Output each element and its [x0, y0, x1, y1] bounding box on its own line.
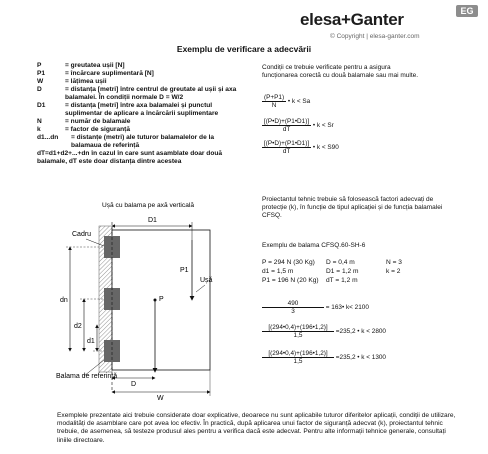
definition-item: W = lățimea ușii	[37, 78, 107, 85]
example-value: k = 2	[386, 268, 401, 275]
bottom-disclaimer: Exemplele prezentate aici trebuie considerate doar explicative, deoarece nu sunt aplicabile tuturor diferitelor aplicații, condiții de utilizare, modalități de asamblare care pot avea loc efectiv. În practică, după aplicarea unui factor de siguranță adecvat (k), proiectantul tehnic trebuie, de asemenea, să testeze produsul ales pentru a verifica dacă este adecvat. Pentru alte informații tehnice generale, consultați liniile directoare.	[57, 412, 456, 444]
label-W: W	[157, 395, 164, 402]
label-D1: D1	[148, 217, 157, 224]
definition-item: P1 = încărcare suplimentară [N]	[37, 70, 154, 77]
label-d2: d2	[74, 323, 82, 330]
label-P: P	[159, 296, 164, 303]
conditions-intro: Condiții ce trebuie verificate pentru a asigura funcționarea corectă cu două balamale sau mai multe.	[262, 64, 419, 79]
definition-item: dT=d1+d2+...+dn în cazul în care sunt asamblate doar două balamale, dT este doar distanța dintre acestea	[37, 150, 223, 165]
formula-sr: $\frac{[(P•D)+(P1•D1)]}{dT}$ • k < Sr	[264, 118, 334, 133]
definition-item: d1...dn = distanțe (metri) ale tuturor balamalelor de la balamaua de referință	[37, 134, 215, 149]
example-value: d1 = 1,5 m	[262, 268, 294, 275]
definition-item: D = distanța [metri] între centrul de greutate al ușii și axa balamalei. În condiții normale D = W/2	[37, 86, 237, 101]
project-note: Proiectantul tehnic trebuie să folosească factori adecvați de protecție (k), în funcție de tipul aplicației și de funcția balamalei CFSQ.	[262, 196, 443, 219]
label-reference: Balama de referință	[56, 373, 118, 380]
example-calc-3: $\frac{[(294•0,4)+(196•1,2)]}{1,5}$ =235,2 • k < 1300	[262, 350, 386, 365]
diagram-caption: Ușă cu balama pe axă verticală	[102, 202, 194, 209]
example-value: D1 = 1,2 m	[326, 268, 359, 275]
example-value: N = 3	[386, 259, 402, 266]
formula-s90: $\frac{[(P•D)+(P1•D1)]}{dT}$ • k < S90	[264, 140, 339, 155]
copyright-text: © Copyright | elesa-ganter.com	[330, 33, 420, 40]
example-value: P = 294 N (30 Kg)	[262, 259, 315, 266]
definition-item: D1 = distanța [metri] între axa balamalei și punctul suplimentar de aplicare a încărcării suplimentare	[37, 102, 219, 117]
definition-item: P = greutatea ușii [N]	[37, 62, 125, 69]
label-door: Ușă	[200, 277, 213, 284]
example-title: Exemplu de balama CFSQ.60-SH-6	[262, 242, 366, 249]
center-of-gravity	[154, 299, 157, 302]
page-title: Exemplu de verificare a adecvării	[176, 44, 312, 54]
example-value: D = 0,4 m	[326, 259, 355, 266]
label-frame: Cadru	[72, 231, 92, 238]
definition-item: k = factor de siguranță	[37, 126, 131, 133]
brand-badge: EG	[456, 5, 478, 17]
label-dn: dn	[60, 297, 68, 304]
example-calc-2: $\frac{[(294•0,4)+(196•1,2)]}{1,5}$ =235,2 • k < 2800	[262, 324, 386, 339]
brand-logo: elesa+Ganter	[300, 10, 404, 29]
label-D: D	[131, 381, 137, 388]
label-P1: P1	[180, 267, 189, 274]
definition-item: N = număr de balamale	[37, 118, 131, 125]
label-d1: d1	[87, 338, 95, 345]
formula-sa: $\frac{(P+P1)}{N}$ • k < Sa	[264, 94, 311, 109]
example-value: dT = 1,2 m	[326, 277, 358, 284]
example-calc-1: $\frac{490}{3}$ = 163• k< 2100	[262, 300, 369, 315]
example-value: P1 = 196 N (20 Kg)	[262, 277, 319, 284]
